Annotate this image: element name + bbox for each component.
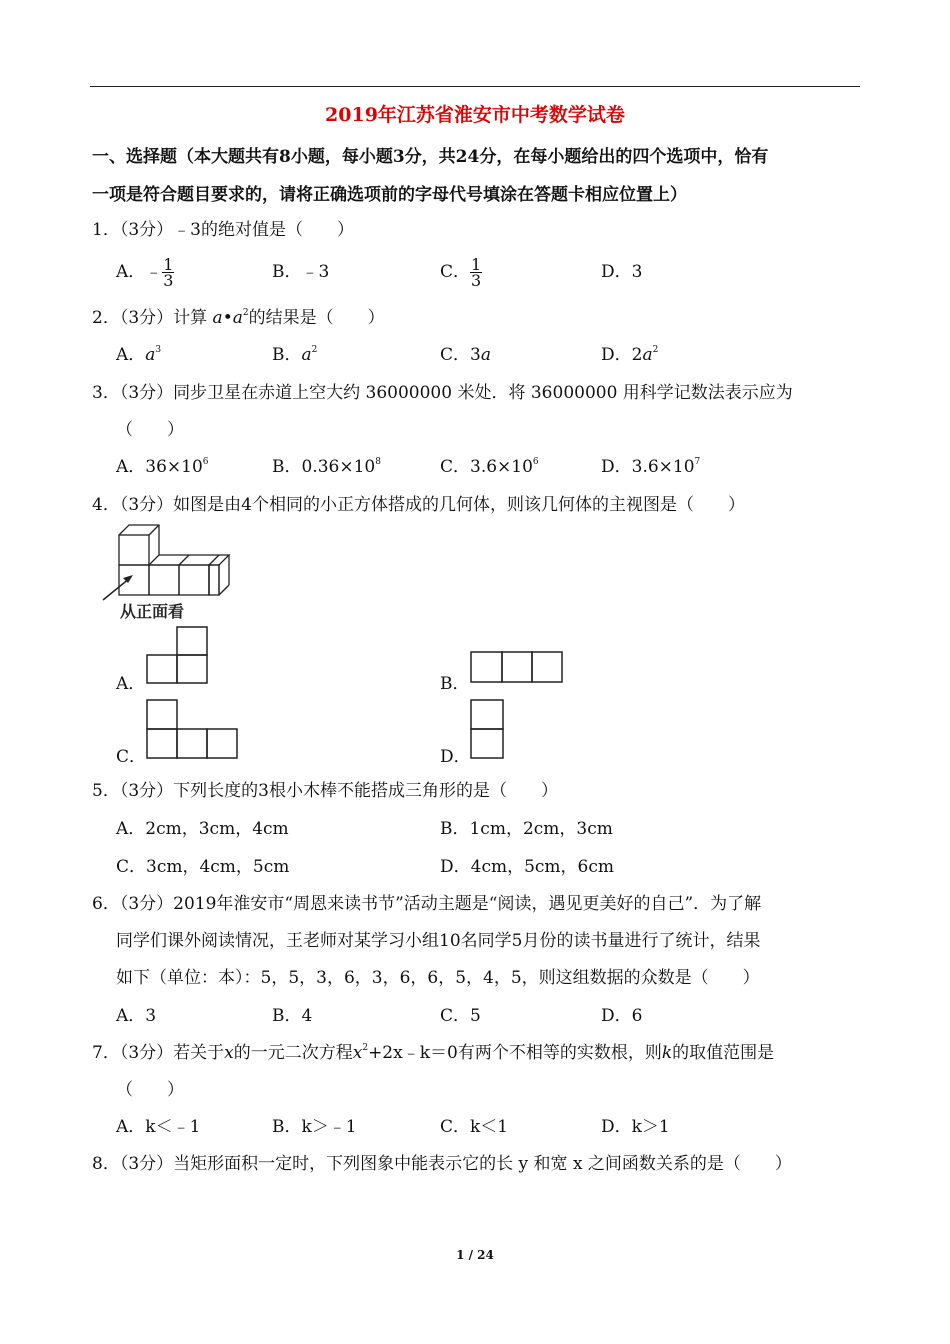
view-arrow	[103, 578, 130, 600]
q6-stem-line1: 6．（3分）2019年淮安市“周恩来读书节”活动主题是“阅读，遇见更美好的自己”．为了解	[92, 894, 762, 914]
q7-option-c: C．k＜1	[440, 1117, 509, 1137]
q3-option-a: A．$36\times 10^6$	[116, 457, 209, 477]
q4-option-c-label: C．	[116, 747, 147, 767]
q5-option-d: D．4cm，5cm，6cm	[440, 857, 615, 877]
q7-stem: 7．（3分）若关于x的一元二次方程$x^2+2x﹣k=0$有两个不相等的实数根，则k的取值范围是	[92, 1043, 775, 1063]
q1-option-d: D．3	[601, 262, 643, 282]
section-heading-line2: 一项是符合题目要求的，请将正确选项前的字母代号填涂在答题卡相应位置上）	[92, 185, 687, 205]
q1-option-a: A．﹣ $\frac{1}{3}$	[116, 255, 174, 290]
fraction: $\frac{1}{3}$	[471, 255, 482, 290]
q4-option-b-figure	[470, 651, 565, 684]
q6-option-b: B．4	[272, 1006, 313, 1026]
q6-option-c: C．5	[440, 1006, 481, 1026]
q5-option-b: B．1cm，2cm，3cm	[440, 819, 613, 839]
q6-option-a: A．3	[116, 1006, 157, 1026]
view-caption: 从正面看	[120, 604, 185, 621]
q4-stem: 4．（3分）如图是由4个相同的小正方体搭成的几何体，则该几何体的主视图是（ ）	[92, 495, 745, 515]
q7-option-a: A．k＜﹣1	[116, 1117, 201, 1137]
q2-option-a: A．$a^3$	[116, 345, 162, 365]
q1-option-b: B．﹣3	[272, 262, 330, 282]
q7-option-d: D．k＞1	[601, 1117, 670, 1137]
q7-option-b: B．k＞﹣1	[272, 1117, 357, 1137]
q2-stem: 2．（3分）计算 $a•a^2$的结果是（ ）	[92, 308, 385, 328]
q4-option-d-label: D．	[440, 747, 471, 767]
q4-option-c-figure	[146, 699, 241, 760]
header-rule	[90, 86, 860, 87]
q2-option-d: D．$2a^2$	[601, 345, 659, 365]
q4-option-a-figure	[146, 626, 210, 686]
q5-stem: 5．（3分）下列长度的3根小木棒不能搭成三角形的是（ ）	[92, 781, 558, 801]
q5-option-c: C．3cm，4cm，5cm	[116, 857, 290, 877]
q3-option-c: C．$3.6\times 10^6$	[440, 457, 539, 477]
q1-stem: 1．（3分）﹣3的绝对值是（ ）	[92, 220, 354, 240]
fraction: $\frac{1}{3}$	[163, 255, 174, 290]
q2-option-b: B．$a^2$	[272, 345, 318, 365]
page-title: 2019年江苏省淮安市中考数学试卷	[325, 104, 625, 126]
q2-option-c: C．3a	[440, 345, 491, 365]
q4-option-a-label: A．	[116, 674, 146, 694]
q5-option-a: A．2cm，3cm，4cm	[116, 819, 289, 839]
q1-option-c: C． $\frac{1}{3}$	[440, 255, 482, 290]
section-heading-line1: 一、选择题（本大题共有8小题，每小题3分，共24分，在每小题给出的四个选项中，恰有	[92, 147, 769, 167]
q3-answer-paren: （ ）	[116, 420, 184, 440]
q4-option-d-figure	[470, 699, 506, 760]
q4-option-b-label: B．	[440, 674, 470, 694]
q6-stem-line3: 如下（单位：本）：5，5，3，6，3，6，6，5，4，5，则这组数据的众数是（ ）	[116, 968, 760, 988]
q6-stem-line2: 同学们课外阅读情况，王老师对某学习小组10名同学5月份的读书量进行了统计，结果	[116, 931, 761, 951]
q7-answer-paren: （ ）	[116, 1080, 184, 1100]
q3-stem: 3．（3分）同步卫星在赤道上空大约 36000000 米处．将 36000000 用科学记数法表示应为	[92, 383, 793, 403]
q6-option-d: D．6	[601, 1006, 643, 1026]
page-number: 1 / 24	[456, 1248, 494, 1262]
q8-stem: 8．（3分）当矩形面积一定时，下列图象中能表示它的长 y 和宽 x 之间函数关系的是（ ）	[92, 1154, 792, 1174]
q3-option-d: D．$3.6\times 10^7$	[601, 457, 701, 477]
q4-solid-figure	[100, 520, 250, 624]
q3-option-b: B．$0.36\times 10^8$	[272, 457, 381, 477]
